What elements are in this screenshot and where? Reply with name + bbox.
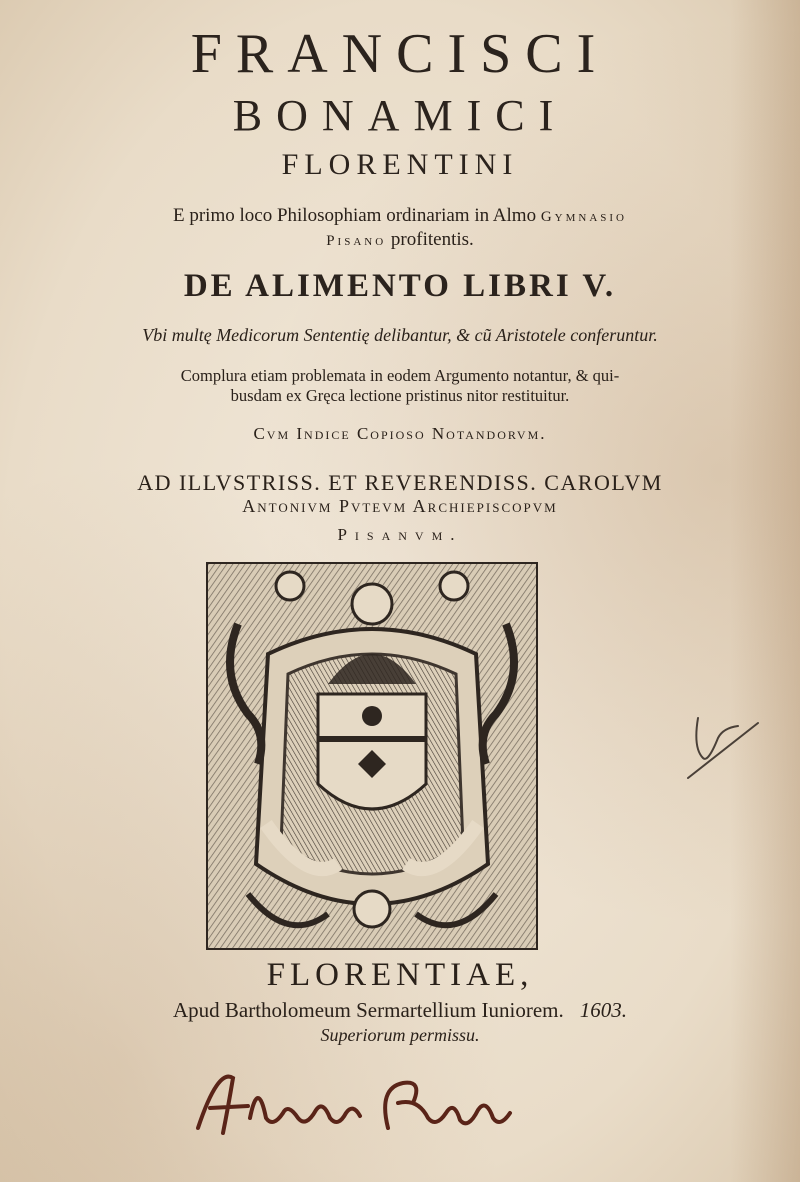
note-line-1: Complura etiam problemata in eodem Argumento notantur, & qui- — [180, 366, 620, 385]
coat-of-arms-woodcut-icon — [206, 562, 538, 950]
imprint-year: 1603. — [579, 998, 627, 1022]
permission-line: Superiorum permissu. — [320, 1025, 480, 1045]
woodcut-illustration — [208, 564, 536, 948]
affiliation-line-1 — [0, 205, 800, 227]
index-line: Cvm Indice Copioso Notandorvm. — [253, 424, 547, 443]
dedication-line-3: Pisanvm. — [337, 525, 463, 544]
handwritten-signature-icon — [188, 1058, 608, 1148]
main-title: DE ALIMENTO LIBRI V. — [183, 268, 617, 304]
dedication-line-1: AD ILLVSTRISS. ET REVERENDISS. CAROLVM — [137, 470, 663, 495]
affiliation-line-2 — [0, 229, 800, 251]
imprint-printer-line — [0, 998, 800, 1023]
pencil-mark-icon — [678, 708, 768, 788]
author-surname: BONAMICI — [232, 91, 568, 140]
author-origin: FLORENTINI — [281, 148, 519, 181]
note-line-2: busdam ex Gręca lectione pristinus nitor restituitur. — [230, 386, 570, 405]
subtitle: Vbi multę Medicorum Sententię delibantur, & cũ Aristotele conferuntur. — [142, 325, 658, 345]
dedication-line-2: Antonivm Pvtevm Archiepiscopvm — [242, 496, 558, 516]
affiliation-text-1: E primo loco Philosophiam ordinariam in Almo — [173, 205, 541, 226]
imprint-printer: Apud Bartholomeum Sermartellium Iuniorem. — [172, 998, 564, 1022]
affiliation-smallcaps-2: Pisano — [326, 233, 387, 249]
affiliation-smallcaps-1: Gymnasio — [540, 209, 627, 225]
author-first-name: FRANCISCI — [190, 23, 610, 85]
affiliation-text-2: profitentis. — [386, 229, 474, 250]
imprint-city: FLORENTIAE, — [266, 957, 534, 993]
